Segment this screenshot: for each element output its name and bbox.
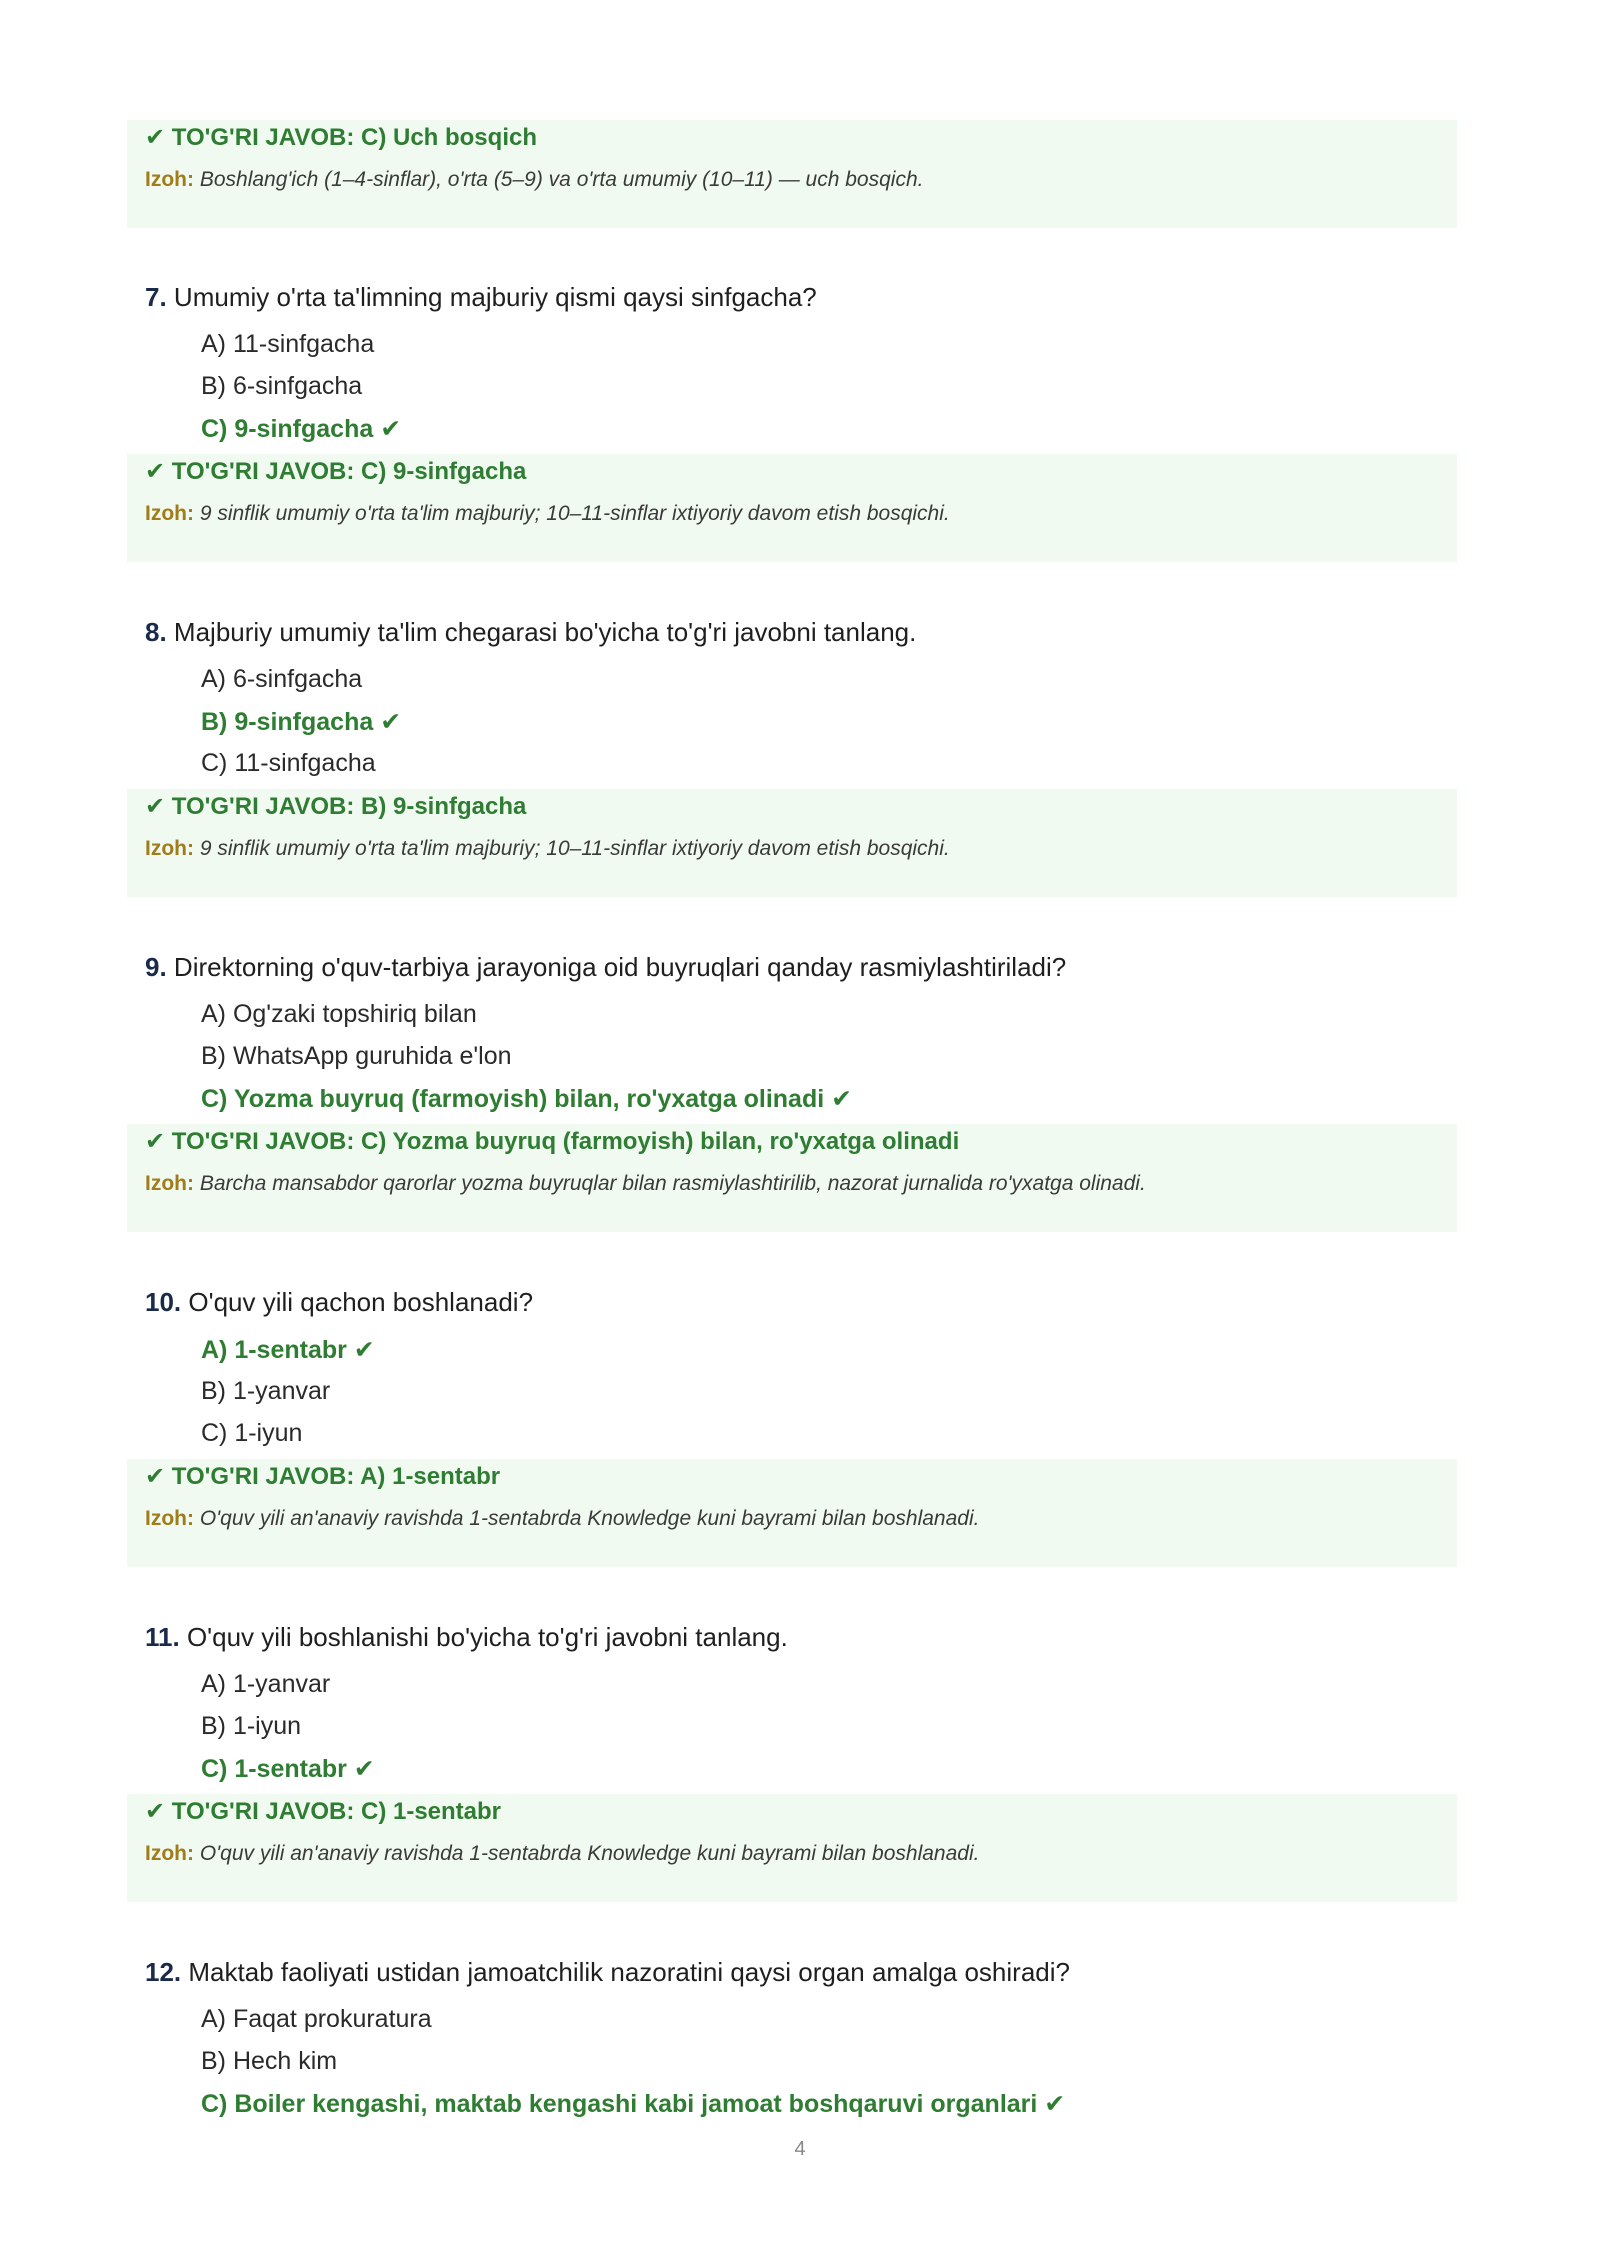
correct-answer-line: ✔ TO'G'RI JAVOB: C) Yozma buyruq (farmoyish) bilan, ro'yxatga olinadi	[145, 1128, 960, 1155]
explanation-label: Izoh:	[145, 168, 194, 191]
explanation-text: Barcha mansabdor qarorlar yozma buyruqlar bilan rasmiylashtirilib, nazorat jurnalida ro'yxatga olinadi.	[199, 1172, 1146, 1195]
option-a: A) Og'zaki topshiriq bilan	[201, 1000, 477, 1028]
question-text	[145, 1287, 533, 1318]
correct-answer-line: ✔ TO'G'RI JAVOB: C) 1-sentabr	[145, 1798, 502, 1825]
option-a: A) Faqat prokuratura	[201, 2005, 432, 2033]
explanation-text: 9 sinflik umumiy o'rta ta'lim majburiy; 10–11-sinflar ixtiyoriy davom etish bosqichi.	[199, 837, 950, 860]
option-b: B) 1-yanvar	[201, 1377, 331, 1405]
explanation-label: Izoh:	[145, 1842, 194, 1865]
option-a-correct: A) 1-sentabr ✔	[201, 1336, 375, 1364]
correct-answer-line: ✔ TO'G'RI JAVOB: B) 9-sinfgacha	[145, 793, 527, 820]
explanation	[145, 837, 950, 861]
option-a: A) 11-sinfgacha	[201, 330, 375, 358]
explanation-label: Izoh:	[145, 1507, 194, 1530]
explanation-label: Izoh:	[145, 837, 194, 860]
question-text	[145, 282, 817, 313]
option-a: A) 6-sinfgacha	[201, 665, 363, 693]
correct-answer-line: ✔ TO'G'RI JAVOB: C) 9-sinfgacha	[145, 458, 527, 485]
explanation-text: 9 sinflik umumiy o'rta ta'lim majburiy; 10–11-sinflar ixtiyoriy davom etish bosqichi.	[199, 502, 950, 525]
question-text	[145, 617, 916, 648]
explanation-label: Izoh:	[145, 502, 194, 525]
question-prompt: O'quv yili qachon boshlanadi?	[188, 1287, 534, 1317]
question-number: 8.	[145, 617, 167, 647]
option-b: B) Hech kim	[201, 2047, 338, 2075]
option-c-correct: C) Yozma buyruq (farmoyish) bilan, ro'yxatga olinadi ✔	[201, 1085, 853, 1113]
explanation-text: Boshlang'ich (1–4-sinflar), o'rta (5–9) va o'rta umumiy (10–11) — uch bosqich.	[199, 168, 924, 191]
question-prompt: Maktab faoliyati ustidan jamoatchilik nazoratini qaysi organ amalga oshiradi?	[188, 1957, 1070, 1987]
page-number: 4	[794, 2138, 806, 2160]
explanation	[145, 502, 950, 526]
explanation	[145, 168, 923, 192]
option-a: A) 1-yanvar	[201, 1670, 331, 1698]
option-c-correct: C) Boiler kengashi, maktab kengashi kabi jamoat boshqaruvi organlari ✔	[201, 2090, 1066, 2118]
question-number: 10.	[145, 1287, 182, 1317]
explanation-label: Izoh:	[145, 1172, 194, 1195]
option-c: C) 1-iyun	[201, 1419, 303, 1447]
explanation	[145, 1172, 1146, 1196]
question-prompt: Majburiy umumiy ta'lim chegarasi bo'yicha to'g'ri javobni tanlang.	[173, 617, 917, 647]
correct-answer-line: ✔ TO'G'RI JAVOB: A) 1-sentabr	[145, 1463, 501, 1490]
question-text	[145, 952, 1066, 983]
explanation	[145, 1507, 979, 1531]
option-b-correct: B) 9-sinfgacha ✔	[201, 708, 402, 736]
question-prompt: Direktorning o'quv-tarbiya jarayoniga oid buyruqlari qanday rasmiylashtiriladi?	[173, 952, 1067, 982]
option-b: B) 1-iyun	[201, 1712, 302, 1740]
question-prompt: Umumiy o'rta ta'limning majburiy qismi qaysi sinfgacha?	[173, 282, 817, 312]
explanation	[145, 1842, 979, 1866]
option-b: B) WhatsApp guruhida e'lon	[201, 1042, 512, 1070]
explanation-text: O'quv yili an'anaviy ravishda 1-sentabrda Knowledge kuni bayrami bilan boshlanadi.	[199, 1842, 980, 1865]
question-text	[145, 1957, 1070, 1988]
option-c-correct: C) 1-sentabr ✔	[201, 1755, 375, 1783]
question-number: 12.	[145, 1957, 182, 1987]
question-number: 9.	[145, 952, 167, 982]
question-text	[145, 1622, 788, 1653]
option-c-correct: C) 9-sinfgacha ✔	[201, 415, 402, 443]
correct-answer-line: ✔ TO'G'RI JAVOB: C) Uch bosqich	[145, 124, 537, 151]
option-b: B) 6-sinfgacha	[201, 372, 363, 400]
question-prompt: O'quv yili boshlanishi bo'yicha to'g'ri javobni tanlang.	[186, 1622, 788, 1652]
explanation-text: O'quv yili an'anaviy ravishda 1-sentabrda Knowledge kuni bayrami bilan boshlanadi.	[199, 1507, 980, 1530]
question-number: 11.	[145, 1622, 180, 1652]
question-number: 7.	[145, 282, 167, 312]
option-c: C) 11-sinfgacha	[201, 749, 376, 777]
